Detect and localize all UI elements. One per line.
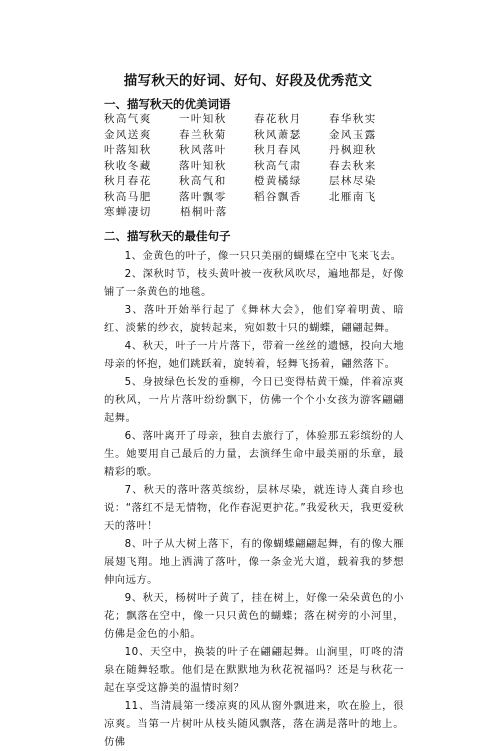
word-item: 落叶知秋 [179, 159, 227, 172]
word-item: 秋月春风 [254, 144, 302, 156]
word-item: 秋风落叶 [179, 144, 227, 156]
word-row [104, 158, 404, 174]
sentence-paragraph: 11、当清晨第一缕凉爽的风从窗外飘进来，吹在脸上，很凉爽。当第一片树叶从枝头随风飘落，落在满是落叶的地上。仿佛 [104, 700, 404, 748]
word-item: 叶落知秋 [104, 144, 152, 156]
word-row [104, 173, 404, 189]
word-item: 秋月春花 [104, 175, 152, 187]
sentence-paragraph: 9、秋天，杨树叶子黄了，挂在树上，好像一朵朵黄色的小花；飘落在空中，像一只只黄色的蝴蝶；落在树旁的小河里，仿佛是金色的小船。 [104, 592, 404, 640]
sentence-paragraph: 6、落叶离开了母亲，独自去旅行了，体验那五彩缤纷的人生。她要用自己最后的力量，去演绎生命中最美丽的乐章，最精彩的歌。 [104, 430, 404, 478]
sentence-paragraph: 3、落叶开始举行起了《舞林大会》，他们穿着明黄、暗红、淡紫的纱衣，旋转起来，宛如数十只的蝴蝶，翩翩起舞。 [104, 304, 404, 334]
word-row [104, 204, 404, 220]
word-grid [104, 111, 404, 220]
word-row [104, 189, 404, 205]
word-item: 秋高气肃 [254, 159, 302, 172]
word-item: 秋高气和 [179, 175, 227, 187]
word-item: 金风送爽 [104, 128, 152, 141]
word-item: 一叶知秋 [179, 113, 227, 125]
word-row [104, 111, 404, 127]
sentence-paragraph: 4、秋天，叶子一片片落下，带着一丝丝的遗憾，投向大地母亲的怀抱，她们跳跃着，旋转着，轻舞飞扬着，翩然落下。 [104, 340, 404, 370]
page-title: 描写秋天的好词、好句、好段及优秀范文 [123, 73, 373, 89]
sentence-paragraph: 7、秋天的落叶落英缤纷，层林尽染，就连诗人龚自珍也说：“落红不是无情物，化作春泥更护花。”我爱秋天，我更爱秋天的落叶！ [104, 484, 404, 532]
sentence-paragraph: 10、天空中，换装的叶子在翩翩起舞。山涧里，叮咚的清泉在随舞轻歌。他们是在默默地为秋花祝福吗？还是与秋花一起在享受这静美的温情时刻？ [104, 646, 404, 694]
sentence-paragraph: 8、叶子从大树上落下，有的像蝴蝶翩翩起舞，有的像大雁展翅飞翔。地上洒满了落叶，像一条金光大道，载着我的梦想伸向远方。 [104, 538, 404, 586]
sentence-list [104, 247, 404, 751]
section-heading-words: 一、描写秋天的优美词语 [104, 97, 231, 111]
section-heading-sentences: 二、描写秋天的最佳句子 [104, 229, 231, 243]
word-item: 层林尽染 [329, 175, 377, 187]
word-item: 丹枫迎秋 [329, 144, 377, 156]
word-item: 稻谷飘香 [254, 190, 302, 203]
word-item: 春花秋月 [254, 113, 302, 125]
word-item: 寒蝉凄切 [104, 206, 152, 218]
word-item: 秋风萧瑟 [254, 128, 302, 141]
word-item: 橙黄橘绿 [254, 175, 302, 187]
word-item: 春华秋实 [329, 113, 377, 125]
sentence-paragraph: 1、金黄色的叶子，像一只只美丽的蝴蝶在空中飞来飞去。 [124, 250, 402, 262]
word-item: 秋收冬藏 [104, 159, 152, 172]
word-row [104, 142, 404, 158]
word-item: 春兰秋菊 [179, 128, 227, 141]
sentence-paragraph: 5、身披绿色长发的垂柳，今日已变得枯黄干燥，伴着凉爽的秋风，一片片落叶纷纷飘下，仿佛一个个小女孩为游客翩翩起舞。 [104, 376, 404, 424]
word-item: 秋高气爽 [104, 113, 152, 125]
sentence-paragraph: 2、深秋时节，枝头黄叶被一夜秋风吹尽，遍地都是，好像铺了一条黄色的地毯。 [104, 268, 404, 298]
word-item: 秋高马肥 [104, 190, 152, 203]
word-item: 春去秋来 [329, 159, 377, 172]
word-item: 金风玉露 [329, 128, 377, 141]
word-item: 梧桐叶落 [180, 206, 228, 218]
word-row [104, 127, 404, 143]
word-item: 落叶飘零 [179, 190, 227, 203]
word-item: 北雁南飞 [329, 190, 377, 203]
